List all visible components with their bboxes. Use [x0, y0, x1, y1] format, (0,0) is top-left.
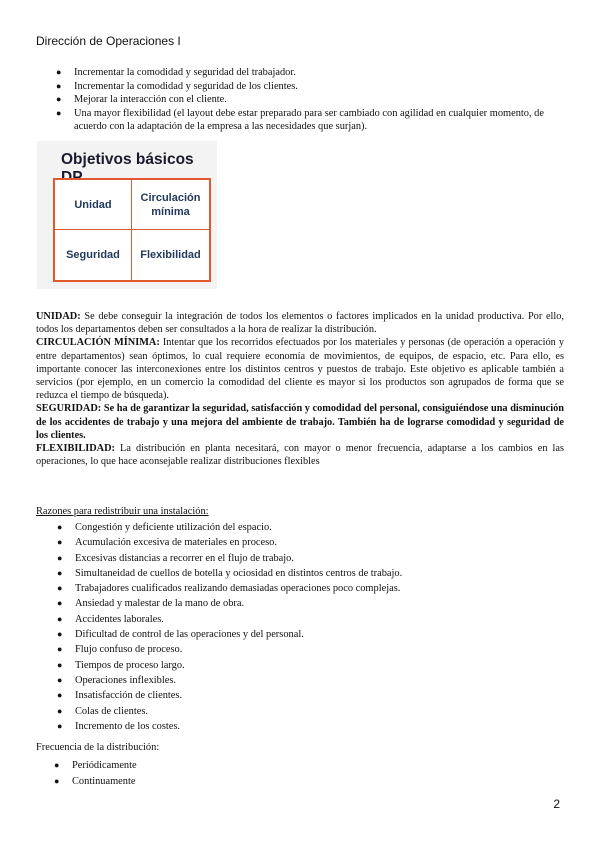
grid-cell-flexibilidad: Flexibilidad: [140, 249, 201, 261]
definition-paragraph: CIRCULACIÓN MÍNIMA: Intentar que los recorridos efectuados por los materiales y personas (de operación a operación y entre departamentos) sean óptimos, lo cual requiere economía de movimientos, de equipos, de espacio, etc. Para ello, es importante conocer las interconexiones entre los distintos centros y puestos de trabajo. Este objetivo es aplicable también a servicios (por ejemplo, en un comercio la comodidad del cliente es mayor si los productos son agrupados de forma que se reduzca el tiempo de búsqueda).: [36, 337, 564, 402]
list-item: ● Periódicamente: [72, 758, 137, 774]
bullet-icon: ●: [56, 107, 62, 118]
bullet-icon: ●: [56, 80, 62, 91]
bullet-icon: ●: [57, 598, 63, 609]
frequency-list: [54, 758, 137, 789]
bullet-icon: ●: [57, 537, 63, 548]
list-item: ● Operaciones inflexibles.: [75, 673, 555, 688]
bullet-icon: ●: [56, 94, 62, 104]
reasons-heading: Razones para redistribuir una instalación:: [36, 506, 209, 517]
bullet-icon: ●: [57, 629, 63, 640]
bullet-icon: ●: [56, 67, 62, 77]
list-item: ● Tiempos de proceso largo.: [75, 658, 555, 673]
bullet-icon: ●: [57, 567, 63, 578]
grid-cell-unidad: Unidad: [55, 180, 132, 230]
definition-paragraph: SEGURIDAD: Se ha de garantizar la seguridad, satisfacción y comodidad del personal, consiguiéndose una disminución de los accidentes de trabajo y una mejora del ambiente de trabajo. También ha de lograrse comodidad y seguridad de los clientes.: [36, 403, 564, 441]
definition-term: SEGURIDAD:: [36, 403, 102, 415]
list-item: ● Una mayor flexibilidad (el layout debe estar preparado para ser cambiado con agilidad en cualquier momento, de acuerdo con la adaptación de la empresa a las necesidades que surjan).: [56, 107, 544, 132]
list-item: ● Ansiedad y malestar de la mano de obra.: [75, 596, 555, 611]
list-item: ● Insatisfacción de clientes.: [75, 688, 555, 703]
bullet-icon: ●: [57, 659, 63, 670]
definition-paragraph: UNIDAD: Se debe conseguir la integración de todos los elementos o factores implicados en la unidad productiva. Por ello, todos los departamentos deben ser consultados a la hora de realizar la distribución.: [36, 311, 564, 336]
list-item: ● Incremento de los costes.: [75, 719, 555, 734]
definition-term: CIRCULACIÓN MÍNIMA:: [36, 337, 160, 349]
bullet-icon: ●: [54, 775, 60, 786]
grid-cell-circulacion: Circulación mínima: [132, 180, 209, 230]
bullet-icon: ●: [57, 720, 63, 731]
bullet-icon: ●: [57, 522, 63, 532]
figure-title: Objetivos básicos: [61, 151, 194, 168]
page-number: 2: [553, 797, 560, 811]
list-item: ● Flujo confuso de proceso.: [75, 642, 555, 657]
bullet-icon: ●: [57, 552, 63, 563]
intro-bullet-list: [56, 66, 574, 133]
objectives-figure: [37, 141, 217, 289]
definition-term: UNIDAD:: [36, 311, 81, 322]
bullet-icon: ●: [57, 690, 63, 701]
list-item: ● Simultaneidad de cuellos de botella y ociosidad en distintos centros de trabajo.: [75, 566, 555, 581]
definition-paragraph: FLEXIBILIDAD: La distribución en planta necesitará, con mayor o menor frecuencia, adaptarse a los cambios en las operaciones, lo que hace aconsejable realizar distribuciones flexibles: [36, 443, 564, 468]
list-item: ● Mejorar la interacción con el cliente.: [56, 94, 227, 105]
list-item: ● Congestión y deficiente utilización del espacio.: [75, 520, 555, 535]
definition-term: FLEXIBILIDAD:: [36, 443, 115, 455]
list-item: ● Continuamente: [72, 774, 137, 790]
list-item: ● Accidentes laborales.: [75, 612, 555, 627]
page-header: Dirección de Operaciones I: [36, 34, 181, 48]
reasons-list: [57, 520, 555, 734]
list-item: ● Dificultad de control de las operaciones y del personal.: [75, 627, 555, 642]
frequency-heading: Frecuencia de la distribución:: [36, 742, 160, 753]
bullet-icon: ●: [57, 674, 63, 685]
definitions-section: [36, 310, 564, 468]
list-item: ● Colas de clientes.: [75, 704, 555, 719]
list-item: ● Trabajadores cualificados realizando demasiadas operaciones poco complejas.: [75, 581, 555, 596]
grid-cell-seguridad: Seguridad: [55, 230, 132, 280]
bullet-icon: ●: [54, 760, 60, 770]
list-item: ● Excesivas distancias a recorrer en el flujo de trabajo.: [75, 551, 555, 566]
list-item: ● Incrementar la comodidad y seguridad de los clientes.: [56, 80, 298, 92]
list-item: ● Acumulación excesiva de materiales en proceso.: [75, 535, 555, 550]
bullet-icon: ●: [57, 644, 63, 655]
bullet-icon: ●: [57, 613, 63, 624]
bullet-icon: ●: [57, 583, 63, 594]
bullet-icon: ●: [57, 705, 63, 716]
objectives-grid: [53, 178, 211, 282]
list-item: ● Incrementar la comodidad y seguridad del trabajador.: [56, 67, 296, 78]
